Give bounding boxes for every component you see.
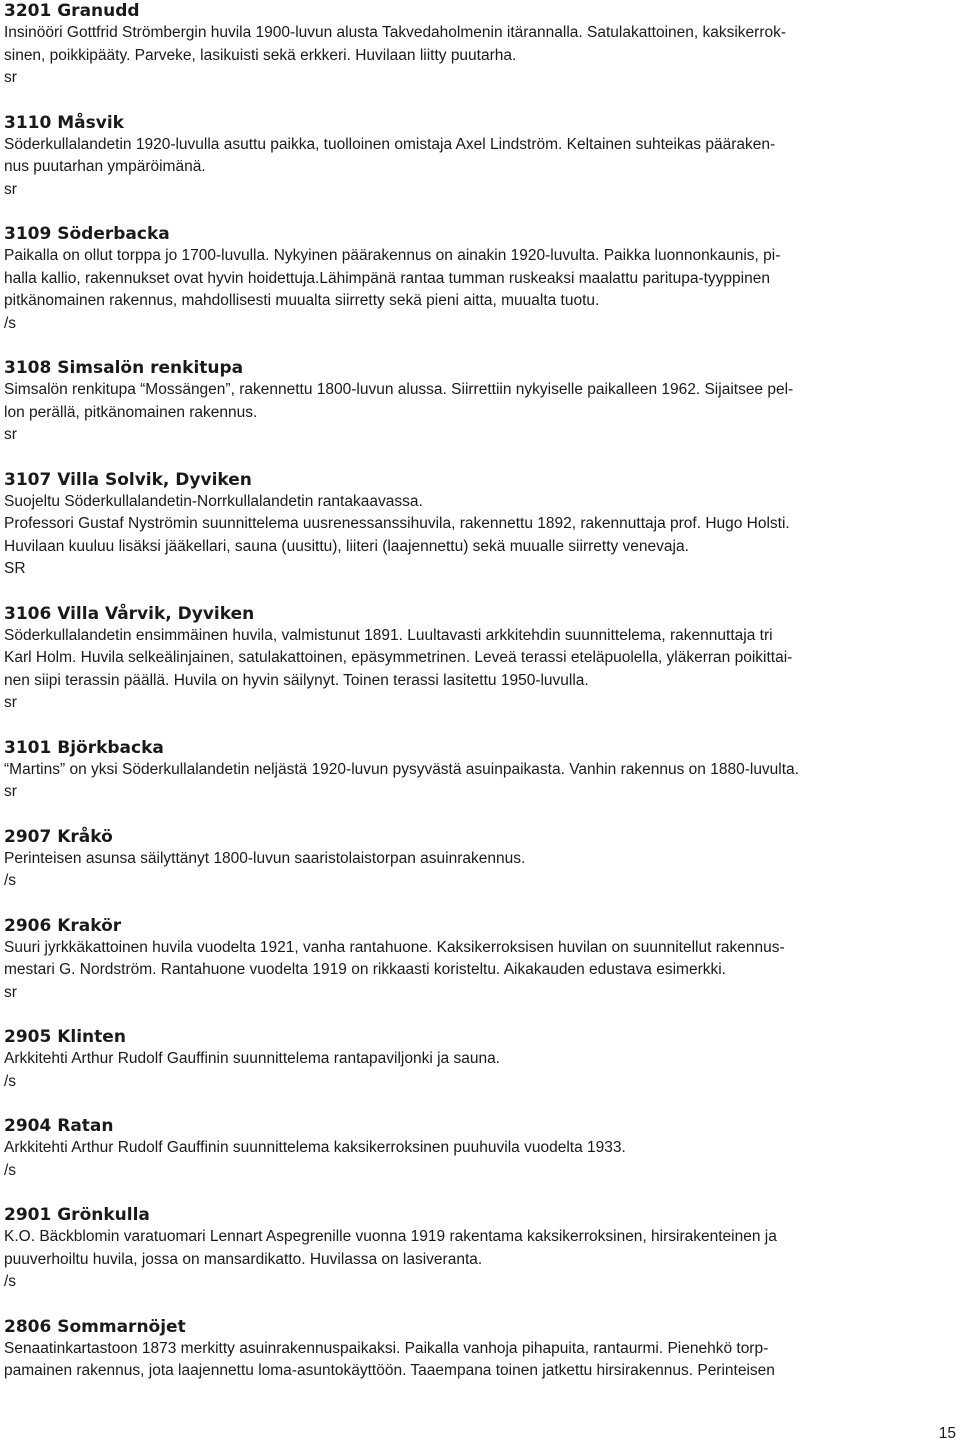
classification-code: sr: [4, 783, 17, 800]
classification-code: /s: [4, 872, 17, 889]
spacer: [4, 581, 956, 603]
entry-text-line: “Martins” on yksi Söderkullalandetin neljästä 1920-luvun pysyvästä asuinpaikasta. Vanhin rakennus on 1880-luvulta.: [4, 760, 799, 778]
entry-title: 3109 Söderbacka: [4, 224, 170, 244]
entry-3108: [4, 357, 956, 447]
spacer: [4, 1093, 956, 1115]
entry-2901: [4, 1204, 956, 1294]
entry-title: 3108 Simsalön renkitupa: [4, 358, 244, 378]
classification-code: /s: [4, 1072, 17, 1090]
classification-code: sr: [4, 983, 17, 1001]
entry-3109: [4, 223, 956, 335]
classification-code: /s: [4, 1273, 17, 1290]
entry-text-line: puuverhoiltu huvila, jossa on mansardikatto. Huvilassa on lasiveranta.: [4, 1250, 483, 1268]
entry-text-line: Simsalön renkitupa “Mossängen”, rakennettu 1800-luvun alussa. Siirrettiin nykyiselle paikalleen 1962. Sijaitsee pel-: [4, 381, 794, 398]
entry-title: 3107 Villa Solvik, Dyviken: [4, 469, 252, 490]
entry-title: 2905 Klinten: [4, 1027, 126, 1047]
entry-title: 2907 Kråkö: [4, 826, 113, 847]
entry-title: 2901 Grönkulla: [4, 1205, 150, 1225]
entry-text-line: Paikalla on ollut torppa jo 1700-luvulla. Nykyinen päärakennus on ainakin 1920-luvulta. Paikka luonnonkaunis, pi-: [4, 247, 781, 264]
entry-text-line: Söderkullalandetin ensimmäinen huvila, valmistunut 1891. Luultavasti arkkitehdin suunnittelema, rakennuttaja tri: [4, 626, 773, 644]
document-page: [4, 0, 956, 1383]
entry-2906: [4, 915, 956, 1005]
spacer: [4, 335, 956, 357]
entry-text-line: pitkänomainen rakennus, mahdollisesti muualta siirretty sekä pieni aitta, muualta tuotu.: [4, 292, 600, 309]
spacer: [4, 1294, 956, 1316]
entry-text-line: Söderkullalandetin 1920-luvulla asuttu paikka, tuolloinen omistaja Axel Lindström. Keltainen suhteikas pääraken-: [4, 135, 776, 153]
spacer: [4, 447, 956, 469]
classification-code: sr: [4, 180, 17, 198]
entry-3201: [4, 0, 956, 90]
entry-3107: [4, 469, 956, 581]
entry-text-line: lon perällä, pitkänomainen rakennus.: [4, 403, 258, 421]
entry-title: 2906 Krakör: [4, 915, 122, 936]
entry-title: 3106 Villa Vårvik, Dyviken: [4, 603, 255, 624]
spacer: [4, 201, 956, 223]
spacer: [4, 715, 956, 737]
classification-code: sr: [4, 694, 17, 711]
entry-text-line: sinen, poikkipääty. Parveke, lasikuisti sekä erkkeri. Huvilaan liitty puutarha.: [4, 46, 517, 64]
entry-text-line: Suuri jyrkkäkattoinen huvila vuodelta 1921, vanha rantahuone. Kaksikerroksisen huvilan on suunnitellut rakennus-: [4, 938, 785, 956]
entry-text-line: nus puutarhan ympäröimänä.: [4, 158, 206, 175]
classification-code: /s: [4, 314, 17, 332]
entry-text-line: Huvilaan kuuluu lisäksi jääkellari, sauna (uusittu), liiteri (laajennettu) sekä muualle siirretty venevaja.: [4, 537, 689, 555]
entry-text-line: Arkkitehti Arthur Rudolf Gauffinin suunnittelema rantapaviljonki ja sauna.: [4, 1050, 500, 1067]
spacer: [4, 804, 956, 826]
entry-title: 3110 Måsvik: [4, 112, 124, 133]
entry-text-line: nen siipi terassin päällä. Huvila on hyvin säilynyt. Toinen terassi lasitettu 1950-luvulla.: [4, 671, 589, 689]
entry-title: 3201 Granudd: [4, 1, 140, 21]
entry-text-line: Professori Gustaf Nyströmin suunnittelema uusrenessanssihuvila, rakennettu 1892, rakennuttaja prof. Hugo Holsti.: [4, 515, 790, 532]
entry-2905: [4, 1026, 956, 1093]
entry-text-line: Insinööri Gottfrid Strömbergin huvila 1900-luvun alusta Takvedaholmenin itärannalla. Satulakattoinen, kaksikerrok-: [4, 24, 787, 41]
entry-2806: [4, 1316, 956, 1383]
entry-text-line: halla kallio, rakennukset ovat hyvin hoidettuja.Lähimpänä rantaa tumman ruskeaksi maalattu paritupa-tyyppinen: [4, 269, 770, 287]
spacer: [4, 1004, 956, 1026]
entry-2904: [4, 1115, 956, 1182]
spacer: [4, 893, 956, 915]
entry-2907: [4, 826, 956, 893]
entry-text-line: pamainen rakennus, jota laajennettu loma-asuntokäyttöön. Taaempana toinen jatkettu hirsirakennus. Perinteisen: [4, 1362, 775, 1379]
entry-3106: [4, 603, 956, 715]
entry-text-line: Karl Holm. Huvila selkeälinjainen, satulakattoinen, epäsymmetrinen. Leveä terassi eteläpuolella, yläkerran poikittai-: [4, 649, 793, 666]
spacer: [4, 1182, 956, 1204]
entry-text-line: Arkkitehti Arthur Rudolf Gauffinin suunnittelema kaksikerroksinen puuhuvila vuodelta 1933.: [4, 1139, 626, 1156]
entry-text-line: Suojeltu Söderkullalandetin-Norrkullalandetin rantakaavassa.: [4, 492, 423, 510]
entry-text-line: Perinteisen asunsa säilyttänyt 1800-luvun saaristolaistorpan asuinrakennus.: [4, 849, 526, 867]
entry-title: 3101 Björkbacka: [4, 737, 164, 758]
entry-title: 2904 Ratan: [4, 1116, 114, 1136]
classification-code: sr: [4, 69, 17, 86]
classification-code: /s: [4, 1161, 17, 1179]
entry-text-line: K.O. Bäckblomin varatuomari Lennart Aspegrenille vuonna 1919 rakentama kaksikerroksinen, hirsirakenteinen ja: [4, 1228, 777, 1245]
entry-title: 2806 Sommarnöjet: [4, 1316, 186, 1337]
entry-3101: [4, 737, 956, 804]
entry-text-line: mestari G. Nordström. Rantahuone vuodelta 1919 on rikkaasti koristeltu. Aikakauden edustava esimerkki.: [4, 961, 726, 978]
classification-code: SR: [4, 560, 26, 577]
page-number: 15: [938, 1425, 956, 1442]
entry-text-line: Senaatinkartastoon 1873 merkitty asuinrakennuspaikaksi. Paikalla vanhoja pihapuita, rantaurmi. Pienehkö torp-: [4, 1339, 769, 1357]
spacer: [4, 90, 956, 112]
entry-3110: [4, 112, 956, 202]
classification-code: sr: [4, 426, 17, 443]
